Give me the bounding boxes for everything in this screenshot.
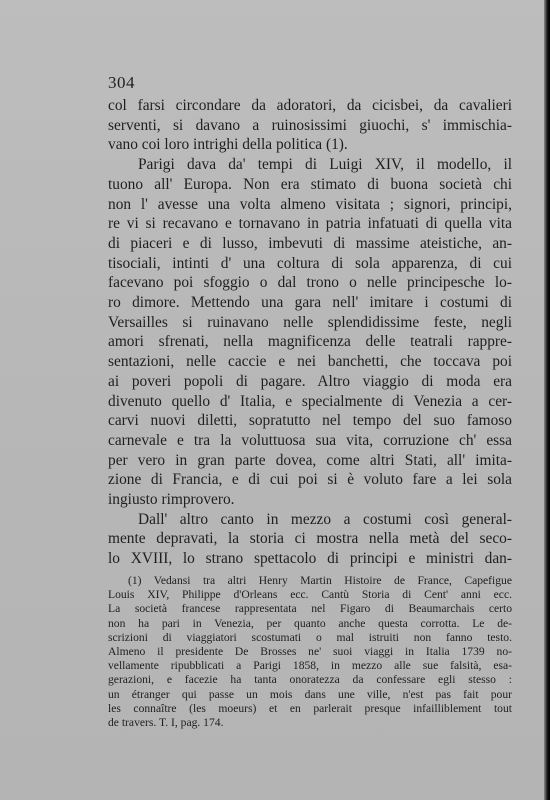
footnote-line: La società francese rappresentata nel Figaro di Beaumarchais certo xyxy=(108,602,512,616)
footnote-line: un étranger qui passe un mois dans une ville, n'est pas fait pour xyxy=(108,687,512,701)
footnote-line: Almeno il presidente De Brosses ne' suoi viaggi in Italia 1739 no- xyxy=(108,645,512,659)
footnote-line: Louis XIV, Philippe d'Orleans ecc. Cantù Storia di Cent' anni ecc. xyxy=(108,588,512,602)
text-line: Versailles si ruinavano nelle splendidissime feste, negli xyxy=(108,313,512,331)
text-line: Parigi dava da' tempi di Luigi XIV, il modello, il xyxy=(138,156,512,174)
text-line: non l' avesse una volta almeno visitata ; signori, principi, xyxy=(108,195,512,213)
text-line: col farsi circondare da adoratori, da cicisbei, da cavalieri xyxy=(108,97,512,114)
page-number: 304 xyxy=(108,73,135,92)
text-line: carvi nuovi diletti, sopratutto nel tempo del suo famoso xyxy=(108,412,512,430)
text-line: sentazioni, nelle caccie e nei banchetti, che toccava poi xyxy=(108,353,512,371)
page-edge-shadow xyxy=(544,0,550,800)
text-line: tisociali, intinti d' una coltura di sola apparenza, di cui xyxy=(108,254,512,272)
footnote-line: les connaître (les moeurs) et en parlerait presque infailliblement tout xyxy=(108,701,512,715)
text-line: ingiusto rimprovero. xyxy=(108,491,235,509)
text-line: re vi si recavano e tornavano in patria infatuati di quella vita xyxy=(108,215,512,233)
text-line: carnevale e tra la voluttuosa sua vita, corruzione ch' essa xyxy=(108,431,512,449)
footnote-line: de travers. T. I, pag. 174. xyxy=(108,716,224,730)
text-line: serventi, si davano a ruinosissimi giuochi, s' immischia- xyxy=(108,116,512,134)
text-line: amori sfrenati, nella magnificenza delle teatrali rappre- xyxy=(108,333,512,351)
main-text xyxy=(108,96,512,569)
text-line: ro dimore. Mettendo una gara nell' imitare i costumi di xyxy=(108,294,512,312)
footnote xyxy=(108,574,512,730)
text-line: vano coi loro intrighi della politica (1). xyxy=(108,136,348,154)
text-line: mente depravati, la storia ci mostra nella metà del seco- xyxy=(108,530,512,548)
text-line: Dall' altro canto in mezzo a costumi così general- xyxy=(138,510,512,528)
footnote-line: vellamente ripubblicati a Parigi 1858, in mezzo alle sue falsità, esa- xyxy=(108,659,512,673)
text-line: divenuto quello d' Italia, e specialmente di Venezia a cer- xyxy=(108,392,512,410)
text-line: di piaceri e di lusso, imbevuti di massime ateistiche, an- xyxy=(108,234,512,252)
text-line: lo XVIII, lo strano spettacolo di principi e ministri dan- xyxy=(108,550,512,568)
text-line: facevano poi sfoggio o dal trono o nelle principesche lo- xyxy=(108,274,512,292)
footnote-line: (1) Vedansi tra altri Henry Martin Histoire de France, Capefigue xyxy=(128,574,512,587)
footnote-line: gerazioni, e facezie ha tanta onoratezza da confessare egli stesso : xyxy=(108,673,512,687)
text-line: per vero in gran parte dovea, come altri Stati, all' imita- xyxy=(108,451,512,469)
footnote-line: non ha pari in Venezia, per quanto anche questa corrotta. Le de- xyxy=(108,616,512,630)
text-line: ai poveri popoli di pagare. Altro viaggio di moda era xyxy=(108,372,512,390)
footnote-line: scrizioni di viaggiatori scostumati o mal istruiti non fanno testo. xyxy=(108,630,512,644)
text-line: tuono all' Europa. Non era stimato di buona società chi xyxy=(108,175,512,193)
text-line: zione di Francia, e di cui poi si è voluto fare a lei sola xyxy=(108,471,512,489)
